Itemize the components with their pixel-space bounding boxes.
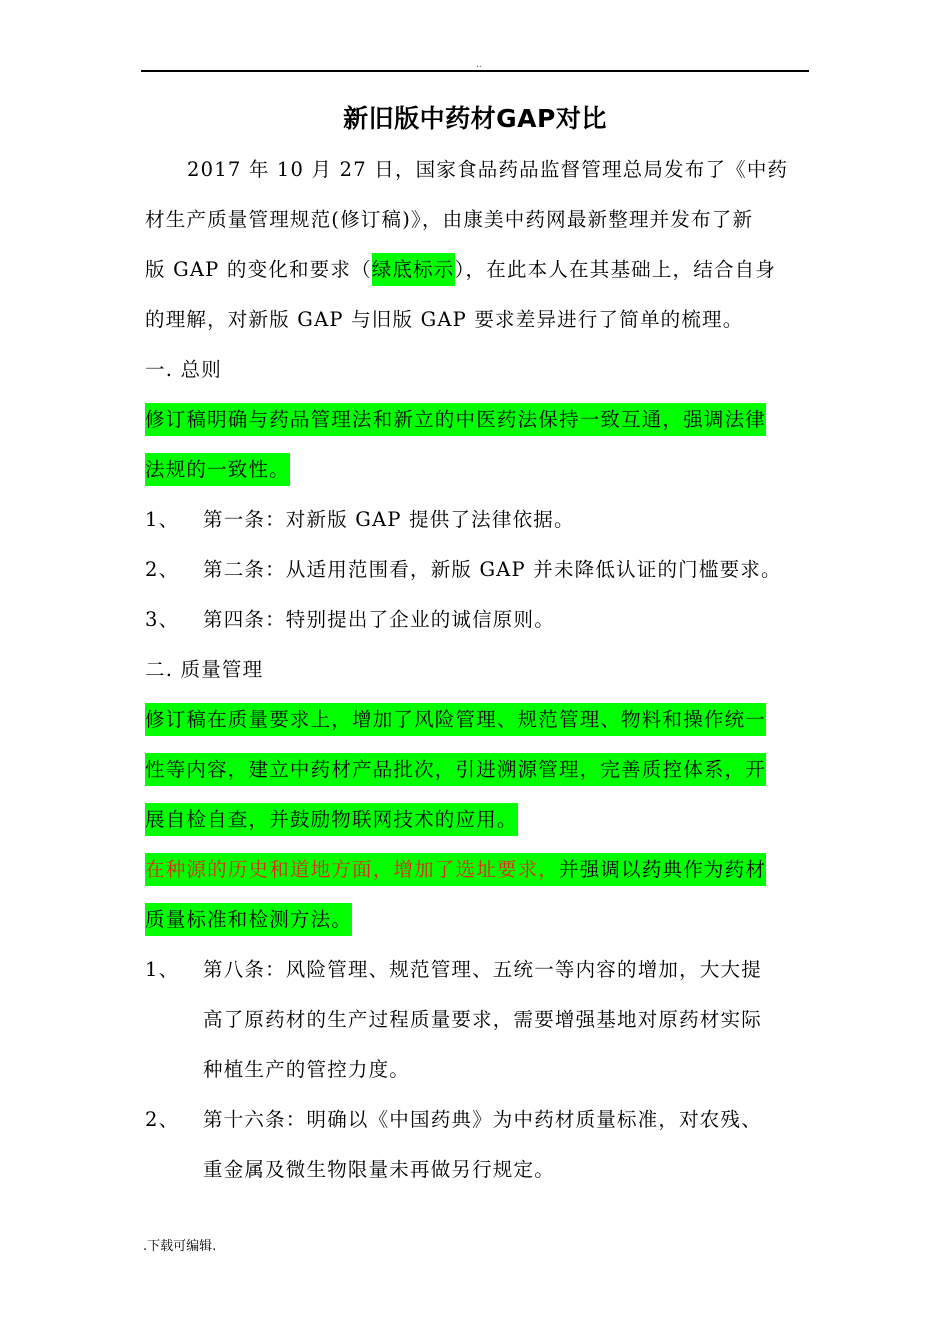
- section2-item-2-line-2: 重金属及微生物限量未再做另行规定。: [203, 1158, 555, 1181]
- intro-highlight: 绿底标示: [372, 253, 455, 286]
- section2-summary-text-3: 展自检自查，并鼓励物联网技术的应用。: [145, 803, 518, 836]
- intro-line-4: 的理解，对新版 GAP 与旧版 GAP 要求差异进行了简单的梳理。: [145, 308, 744, 331]
- section2-summary2-rest: 并强调以药典作为药材: [559, 858, 767, 881]
- section2-summary-text-1: 修订稿在质量要求上，增加了风险管理、规范管理、物料和操作统一: [145, 703, 766, 736]
- item-number: 1、: [145, 508, 180, 531]
- section2-item-1-line-2: 高了原药材的生产过程质量要求，需要增强基地对原药材实际: [203, 1008, 762, 1031]
- item-number: 3、: [145, 608, 180, 631]
- section2-item-2: [145, 1106, 762, 1134]
- section2-summary-line-3: [145, 806, 518, 834]
- item-text: 第二条：从适用范围看，新版 GAP 并未降低认证的门槛要求。: [203, 558, 782, 581]
- section1-item-2: [145, 556, 782, 584]
- section1-summary-line-1: [145, 406, 766, 434]
- item-number: 2、: [145, 1108, 180, 1131]
- item-number: 1、: [145, 958, 180, 981]
- intro-line-3b: ），在此本人在其基础上，结合自身: [454, 258, 777, 281]
- section1-item-3: [145, 606, 555, 634]
- intro-line-2: 材生产质量管理规范(修订稿)》，由康美中药网最新整理并发布了新: [145, 208, 754, 231]
- section2-summary2-line-2: [145, 906, 352, 934]
- section1-summary-line-2: [145, 456, 290, 484]
- intro-line-3a: 版 GAP 的变化和要求（: [145, 258, 372, 281]
- footer-note: .下载可编辑.: [143, 1239, 217, 1254]
- section2-summary2-red: 在种源的历史和道地方面，增加了选址要求，: [145, 858, 560, 881]
- header-mark: ..: [476, 60, 482, 70]
- section2-summary-line-2: [145, 756, 766, 784]
- item-text: 第一条：对新版 GAP 提供了法律依据。: [203, 508, 575, 531]
- section2-summary2-text-2: 质量标准和检测方法。: [145, 903, 352, 936]
- item-text: 第十六条：明确以《中国药典》为中药材质量标准，对农残、: [203, 1108, 762, 1131]
- page-title: 新旧版中药材GAP对比: [343, 104, 607, 133]
- item-number: 2、: [145, 558, 180, 581]
- section1-summary-text-1: 修订稿明确与药品管理法和新立的中医药法保持一致互通，强调法律: [145, 403, 766, 436]
- section2-item-1: [145, 956, 762, 984]
- section2-summary-text-2: 性等内容，建立中药材产品批次，引进溯源管理，完善质控体系，开: [145, 753, 766, 786]
- intro-line-1: 2017 年 10 月 27 日，国家食品药品监督管理总局发布了《中药: [187, 158, 789, 181]
- header-rule: [141, 70, 809, 72]
- item-text: 第四条：特别提出了企业的诚信原则。: [203, 608, 555, 631]
- section1-item-1: [145, 506, 575, 534]
- section2-heading: 二. 质量管理: [145, 658, 264, 681]
- section2-summary2-line-1: [145, 856, 766, 884]
- intro-line-3: [145, 256, 776, 284]
- item-text: 第八条：风险管理、规范管理、五统一等内容的增加，大大提: [203, 958, 762, 981]
- section2-item-1-line-3: 种植生产的管控力度。: [203, 1058, 411, 1081]
- section1-summary-text-2: 法规的一致性。: [145, 453, 290, 486]
- section1-heading: 一. 总则: [145, 358, 222, 381]
- section2-summary-line-1: [145, 706, 766, 734]
